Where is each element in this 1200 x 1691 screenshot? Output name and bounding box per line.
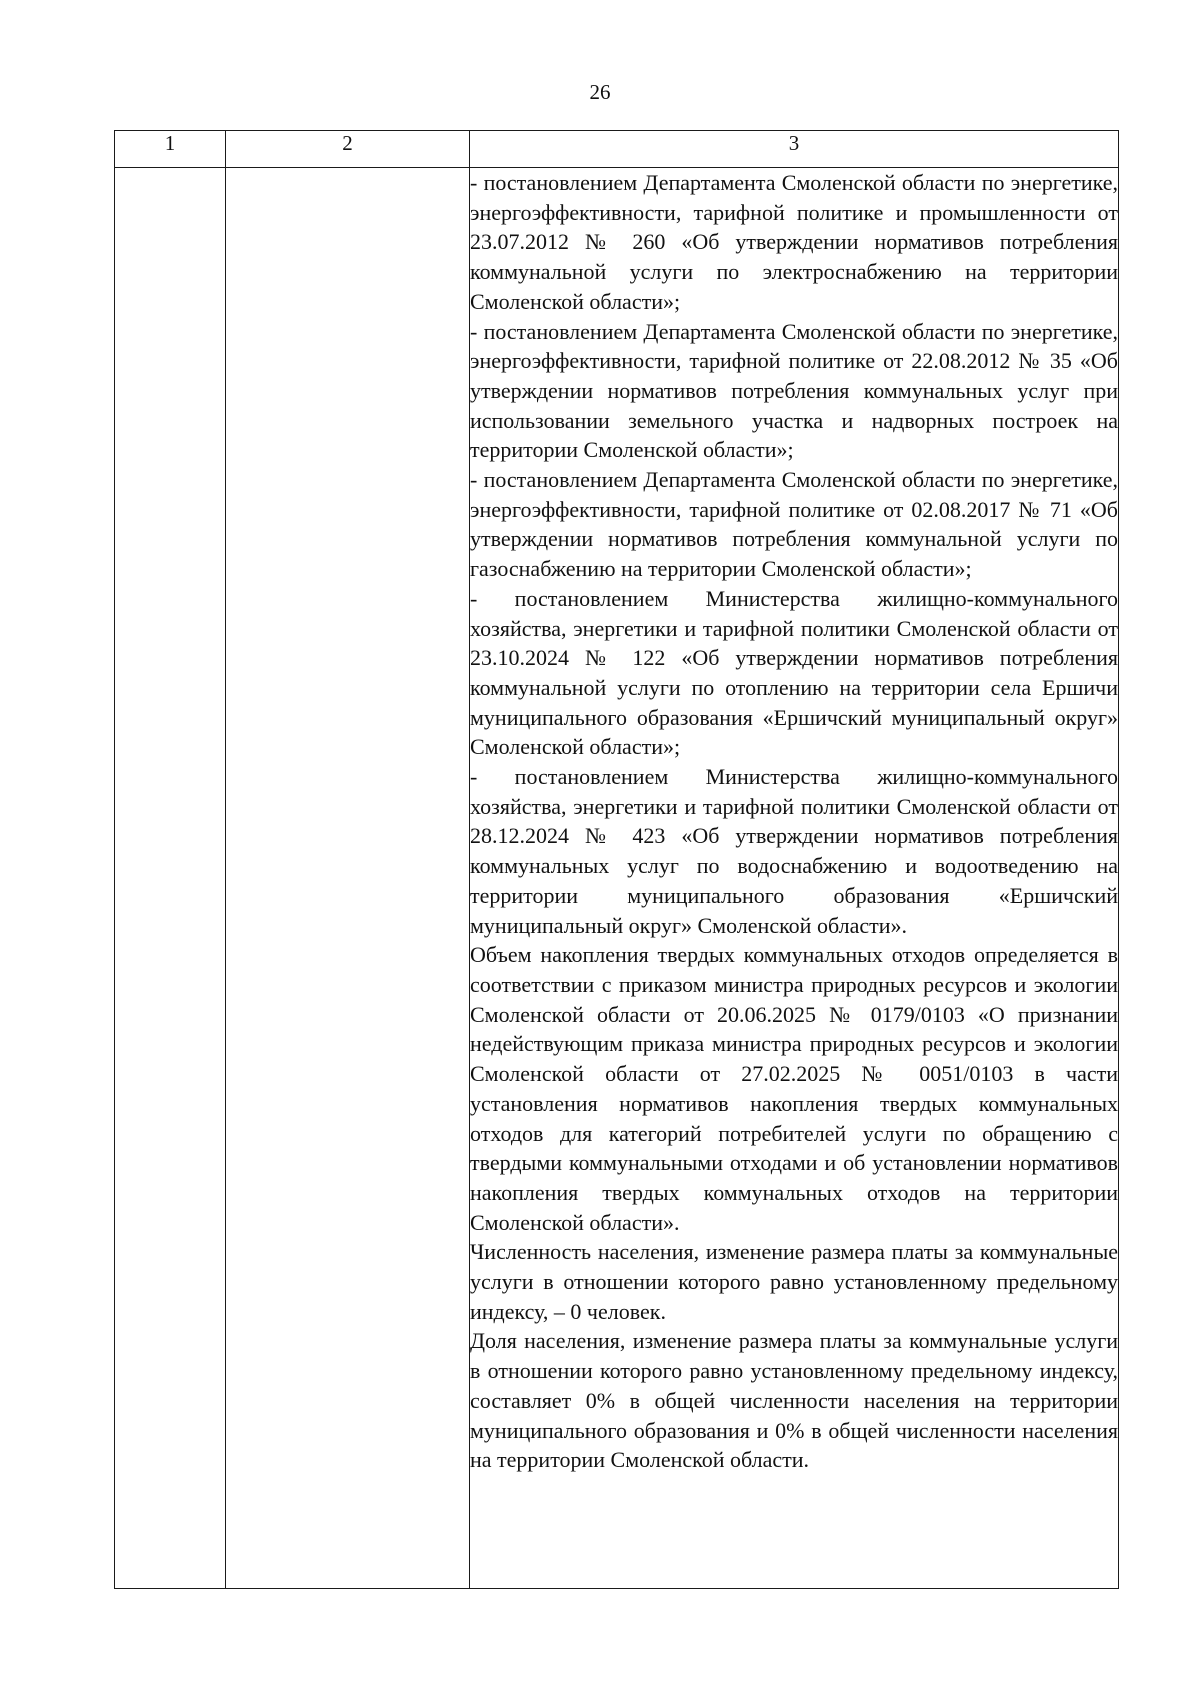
paragraph-population-share: Доля населения, изменение размера платы за коммунальные услуги в отношении которого равно установленному предельному индексу, составляет 0% в общей численности населения на территории муниципального образования и 0% в общей численности населения на территории Смоленской области.: [470, 1328, 1118, 1473]
column-2-cell: [226, 168, 470, 1589]
column-3-cell: [470, 168, 1119, 1589]
document-table: [114, 130, 1119, 1589]
column-3-header: 3: [470, 131, 1119, 168]
column-2-header: 2: [226, 131, 470, 168]
column-1-cell: [115, 168, 226, 1589]
paragraph-gas-resolution: - постановлением Департамента Смоленской области по энергетике, энергоэффективности, тарифной политике от 02.08.2017 № 71 «Об утверждении нормативов потребления коммунальной услуги по газоснабжению на территории Смоленской области»;: [470, 467, 1118, 582]
table-row: [115, 168, 1119, 1589]
paragraph-solid-waste: Объем накопления твердых коммунальных отходов определяется в соответствии с приказом министра природных ресурсов и экологии Смоленской области от 20.06.2025 № 0179/0103 «О признании недействующим приказа министра природных ресурсов и экологии Смоленской области от 27.02.2025 № 0051/0103 в части установления нормативов накопления твердых коммунальных отходов для категорий потребителей услуги по обращению с твердыми коммунальными отходами и об установлении нормативов накопления твердых коммунальных отходов на территории Смоленской области».: [470, 942, 1118, 1235]
column-1-header: 1: [115, 131, 226, 168]
paragraph-water-resolution: - постановлением Министерства жилищно-коммунального хозяйства, энергетики и тарифной политики Смоленской области от 28.12.2024 № 423 «Об утверждении нормативов потребления коммунальных услуг по водоснабжению и водоотведению на территории муниципального образования «Ершичский муниципальный округ» Смоленской области».: [470, 764, 1118, 938]
page-number: 26: [589, 80, 611, 104]
table-header-row: [115, 131, 1119, 168]
paragraph-population-count: Численность населения, изменение размера платы за коммунальные услуги в отношении которого равно установленному предельному индексу, – 0 человек.: [470, 1239, 1118, 1324]
paragraph-land-plot-resolution: - постановлением Департамента Смоленской области по энергетике, энергоэффективности, тарифной политике от 22.08.2012 № 35 «Об утверждении нормативов потребления коммунальных услуг при использовании земельного участка и надворных построек на территории Смоленской области»;: [470, 318, 1118, 463]
paragraph-heating-resolution: - постановлением Министерства жилищно-коммунального хозяйства, энергетики и тарифной политики Смоленской области от 23.10.2024 № 122 «Об утверждении нормативов потребления коммунальной услуги по отоплению на территории села Ершичи муниципального образования «Ершичский муниципальный округ» Смоленской области»;: [470, 585, 1118, 760]
paragraph-electricity-resolution: - постановлением Департамента Смоленской области по энергетике, энергоэффективности, тарифной политике и промышленности от 23.07.2012 № 260 «Об утверждении нормативов потребления коммунальной услуги по электроснабжению на территории Смоленской области»;: [470, 170, 1118, 314]
